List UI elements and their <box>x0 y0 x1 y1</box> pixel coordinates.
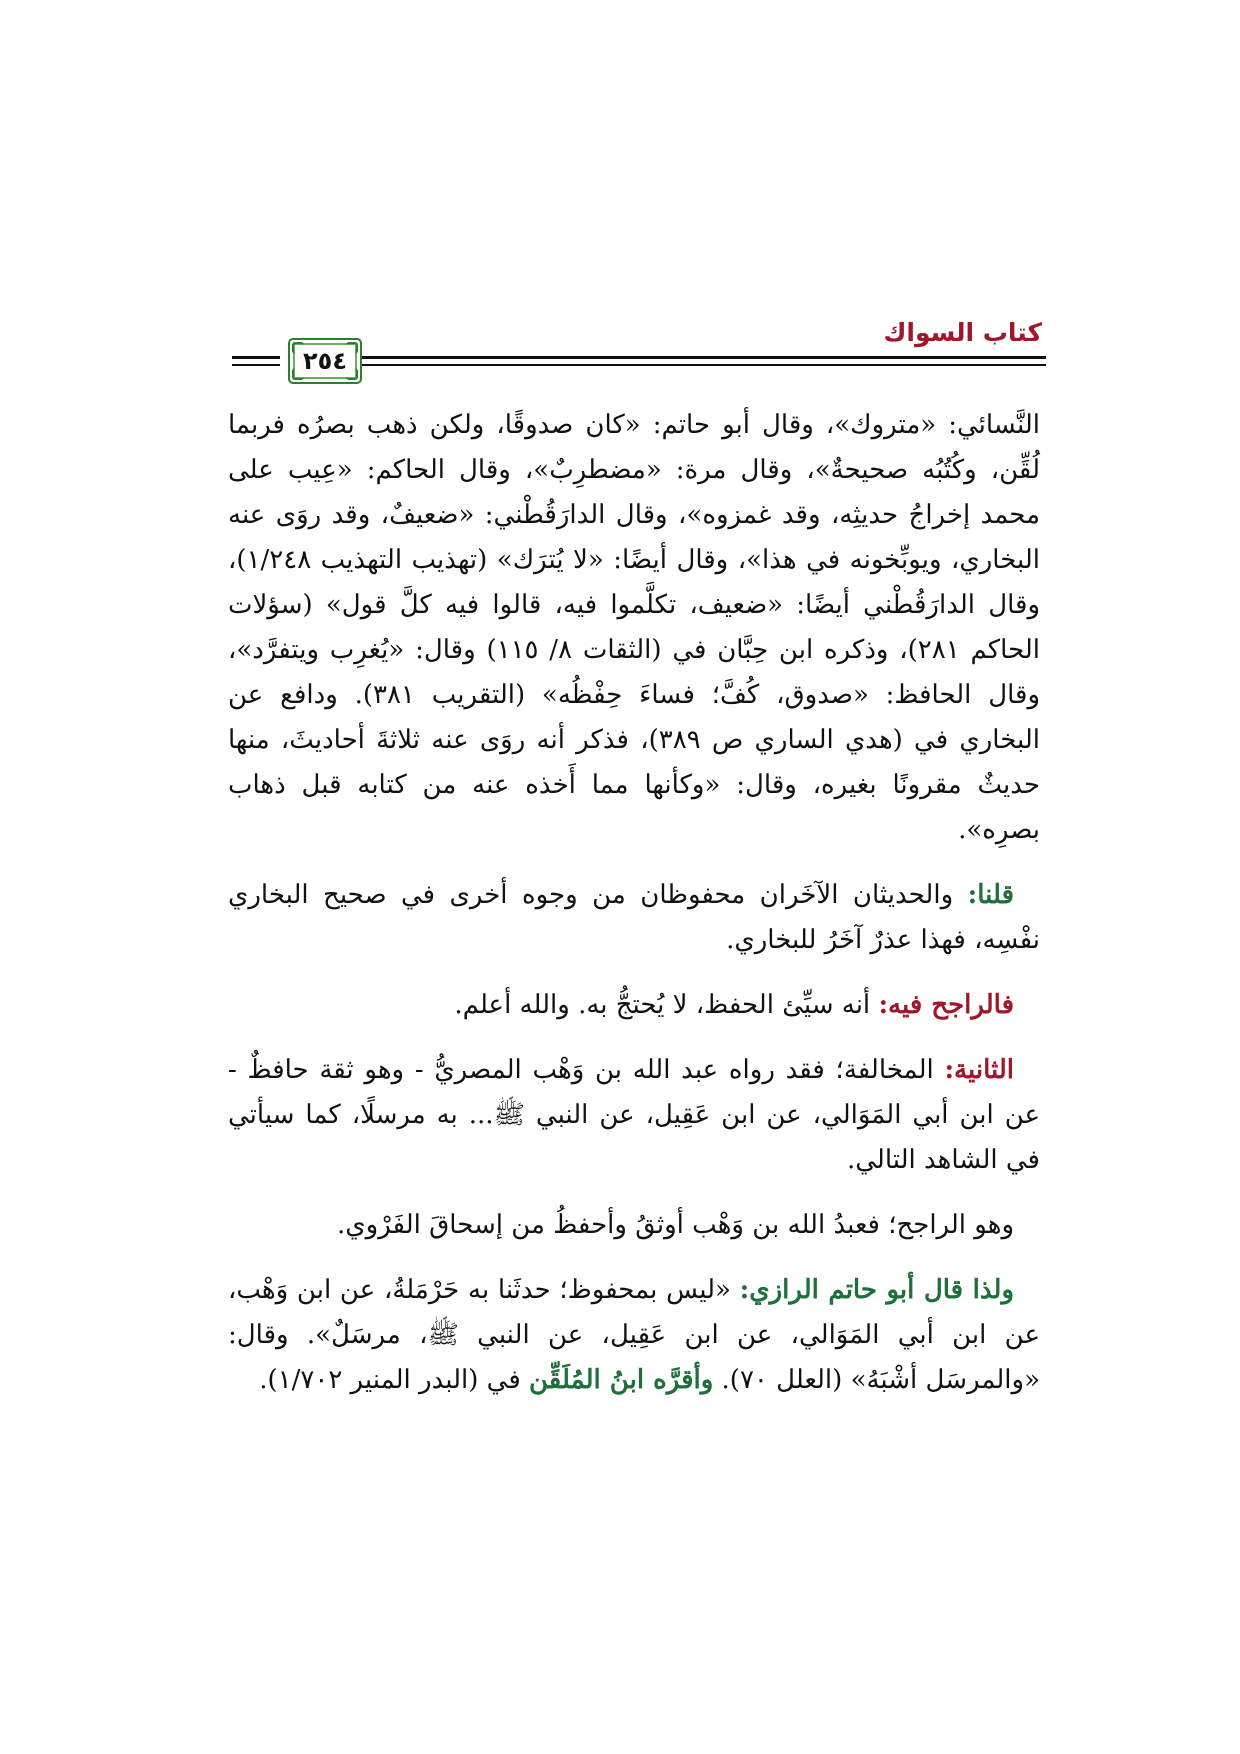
paragraph-text: وهو الراجح؛ فعبدُ الله بن وَهْب أوثقُ وأحفظُ من إسحاقَ الفَرْوي. <box>337 1210 1014 1240</box>
paragraph-5 <box>228 1203 1040 1248</box>
paragraph-text: «ليس بمحفوظ؛ حدثَنا به حَرْمَلةُ، عن ابن وَهْب، عن ابن أبي المَوَالي، عن ابن عَقِيل، عن النبي ﷺ، مرسَلٌ». وقال: «والمرسَل أشْبَهُ» (العلل ٧٠). <box>228 1275 1040 1395</box>
body-text <box>228 403 1040 1423</box>
paragraph-6 <box>228 1268 1040 1403</box>
paragraph-4 <box>228 1048 1040 1183</box>
paragraph-2 <box>228 873 1040 963</box>
label-thaniya: الثانية: <box>944 1055 1014 1085</box>
label-qulna: قلنا: <box>967 880 1014 910</box>
paragraph-text: في (البدر المنير ١/٧٠٢). <box>259 1365 530 1395</box>
book-title: كتاب السواك <box>883 318 1042 347</box>
rule-segment <box>362 356 1046 359</box>
label-abu-hatim: ولذا قال أبو حاتم الرازي: <box>739 1275 1014 1305</box>
rule-segment <box>232 356 280 359</box>
rule-segment <box>232 364 280 366</box>
paragraph-text: النَّسائي: «متروك»، وقال أبو حاتم: «كان صدوقًا، ولكن ذهب بصرُه فربما لُقِّن، وكُتُبُه صحيحةٌ»، وقال مرة: «مضطرِبٌ»، وقال الحاكم: «عِيب على محمد إخراجُ حديثِه، وقد غمزوه»، وقال الدارَقُطْني: «ضعيفٌ، وقد روَى عنه البخاري، ويوبِّخونه في هذا»، وقال أيضًا: «لا يُترَك» (تهذيب التهذيب ١/٢٤٨)، وقال الدارَقُطْني أيضًا: «ضعيف، تكلَّموا فيه، قالوا فيه كلَّ قول» (سؤلات الحاكم ٢٨١)، وذكره ابن حِبَّان في (الثقات ٨/ ١١٥) وقال: «يُغرِب ويتفرَّد»، وقال الحافظ: «صدوق، كُفَّ؛ فساءَ حِفْظُه» (التقريب ٣٨١). ودافع عن البخاري في (هدي الساري ص ٣٨٩)، فذكر أنه روَى عنه ثلاثةَ أحاديثَ، منها حديثٌ مقرونًا بغيره، وقال: «وكأنها مما أَخذه عنه من كتابه قبل ذهاب بصرِه». <box>228 410 1041 845</box>
rule-segment <box>362 364 1046 366</box>
paragraph-3 <box>228 983 1040 1028</box>
paragraph-1 <box>228 403 1040 853</box>
page-number: ٢٥٤ <box>303 347 347 375</box>
label-rajih: فالراجح فيه: <box>878 990 1014 1020</box>
label-ibn-mulaqqin: وأقرَّه ابنُ المُلَقِّن <box>529 1365 714 1395</box>
paragraph-text: والحديثان الآخَران محفوظان من وجوه أخرى في صحيح البخاري نفْسِه، فهذا عذرٌ آخَرُ للبخاري. <box>228 880 1040 955</box>
paragraph-text: أنه سيِّئ الحفظ، لا يُحتجُّ به. والله أعلم. <box>454 990 879 1020</box>
paragraph-text: المخالفة؛ فقد رواه عبد الله بن وَهْب المصريُّ - وهو ثقة حافظٌ - عن ابن أبي المَوَالي، عن ابن عَقِيل، عن النبي ﷺ... به مرسلًا، كما سيأتي في الشاهد التالي. <box>228 1055 1040 1175</box>
page-number-frame <box>288 338 362 384</box>
